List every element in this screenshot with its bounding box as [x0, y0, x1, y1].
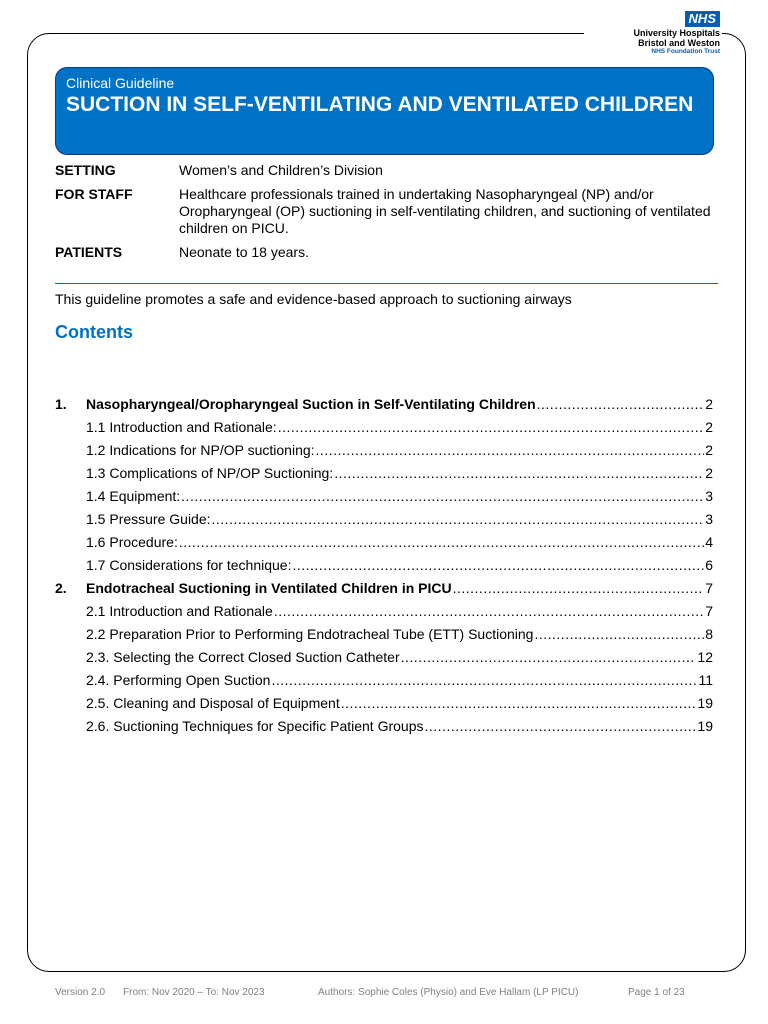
- toc-page: 2: [705, 442, 713, 458]
- toc-title: 2.6. Suctioning Techniques for Specific Patient Groups: [86, 718, 424, 734]
- toc-leader: [537, 396, 705, 413]
- toc-leader: [316, 442, 705, 459]
- toc-leader: [212, 511, 705, 528]
- toc-page: 19: [697, 695, 713, 711]
- nhs-logo: [600, 10, 720, 56]
- patients-label: PATIENTS: [55, 244, 123, 260]
- toc-page: 2: [705, 396, 713, 412]
- nhs-badge: NHS: [685, 11, 720, 27]
- toc-page: 7: [705, 603, 713, 619]
- logo-line-3: NHS Foundation Trust: [651, 48, 720, 55]
- setting-label: SETTING: [55, 162, 116, 178]
- toc-entry[interactable]: [55, 396, 713, 419]
- toc-page: 8: [705, 626, 713, 642]
- toc-leader: [453, 580, 705, 597]
- toc-page: 2: [705, 419, 713, 435]
- patients-value: Neonate to 18 years.: [179, 244, 309, 260]
- toc-title: 1.7 Considerations for technique:: [86, 557, 292, 573]
- toc-title: 1.1 Introduction and Rationale:: [86, 419, 277, 435]
- toc-entry[interactable]: [55, 465, 713, 488]
- toc-entry[interactable]: [55, 603, 713, 626]
- setting-value: Women’s and Children’s Division: [179, 162, 383, 178]
- toc-page: 19: [697, 718, 713, 734]
- toc-entry[interactable]: [55, 557, 713, 580]
- toc-entry[interactable]: [55, 442, 713, 465]
- toc-leader: [271, 672, 697, 689]
- footer-page-number: Page 1 of 23: [628, 987, 685, 998]
- toc-page: 4: [705, 534, 713, 550]
- toc-number: 1.: [55, 396, 67, 412]
- toc-entry[interactable]: [55, 488, 713, 511]
- toc-entry[interactable]: [55, 718, 713, 741]
- toc-leader: [274, 603, 704, 620]
- section-divider: [55, 283, 718, 284]
- toc-number: 2.: [55, 580, 67, 596]
- footer-authors: Authors: Sophie Coles (Physio) and Eve Hallam (LP PICU): [318, 987, 579, 998]
- toc-entry[interactable]: [55, 419, 713, 442]
- toc-title: 2.1 Introduction and Rationale: [86, 603, 273, 619]
- toc-page: 11: [698, 672, 713, 688]
- toc-leader: [292, 557, 704, 574]
- toc-title: 1.2 Indications for NP/OP suctioning:: [86, 442, 315, 458]
- staff-value: Healthcare professionals trained in undertaking Nasopharyngeal (NP) and/or Oropharyngeal (OP) suctioning in self-ventilating children, and suctioning of ventilated children on PICU.: [179, 186, 711, 236]
- toc-leader: [334, 465, 704, 482]
- toc-entry[interactable]: [55, 534, 713, 557]
- toc-title: 2.5. Cleaning and Disposal of Equipment: [86, 695, 340, 711]
- toc-leader: [401, 649, 697, 666]
- footer-version: Version 2.0: [55, 987, 106, 998]
- toc-page: 3: [705, 511, 713, 527]
- toc-leader: [181, 488, 704, 505]
- toc-entry[interactable]: [55, 580, 713, 603]
- staff-label: FOR STAFF: [55, 186, 133, 202]
- toc-leader: [425, 718, 697, 735]
- logo-line-2: Bristol and Weston: [638, 38, 720, 48]
- title-box: [55, 67, 714, 155]
- toc-title: 2.2 Preparation Prior to Performing Endotracheal Tube (ETT) Suctioning: [86, 626, 534, 642]
- toc-entry[interactable]: [55, 511, 713, 534]
- toc-title: Nasopharyngeal/Oropharyngeal Suction in Self-Ventilating Children: [86, 396, 536, 412]
- toc-title: 1.5 Pressure Guide:: [86, 511, 211, 527]
- document-type: Clinical Guideline: [66, 75, 175, 91]
- page-title: SUCTION IN SELF-VENTILATING AND VENTILATED CHILDREN: [66, 93, 694, 116]
- toc-entry[interactable]: [55, 695, 713, 718]
- toc-leader: [278, 419, 705, 436]
- toc-page: 7: [705, 580, 713, 596]
- toc-page: 3: [705, 488, 713, 504]
- table-of-contents: [55, 396, 713, 741]
- toc-leader: [341, 695, 697, 712]
- contents-heading: Contents: [55, 322, 133, 342]
- toc-entry[interactable]: [55, 649, 713, 672]
- intro-text: This guideline promotes a safe and evidence-based approach to suctioning airways: [55, 291, 572, 307]
- toc-page: 12: [697, 649, 713, 665]
- toc-title: 1.4 Equipment:: [86, 488, 181, 504]
- footer-dates: From: Nov 2020 – To: Nov 2023: [123, 987, 265, 998]
- logo-line-1: University Hospitals: [633, 28, 720, 38]
- toc-title: 2.4. Performing Open Suction: [86, 672, 271, 688]
- toc-title: Endotracheal Suctioning in Ventilated Children in PICU: [86, 580, 452, 596]
- toc-entry[interactable]: [55, 672, 713, 695]
- toc-title: 2.3. Selecting the Correct Closed Suction Catheter: [86, 649, 400, 665]
- toc-leader: [179, 534, 704, 551]
- toc-leader: [534, 626, 704, 643]
- toc-title: 1.6 Procedure:: [86, 534, 178, 550]
- toc-title: 1.3 Complications of NP/OP Suctioning:: [86, 465, 334, 481]
- toc-entry[interactable]: [55, 626, 713, 649]
- toc-page: 2: [705, 465, 713, 481]
- toc-page: 6: [705, 557, 713, 573]
